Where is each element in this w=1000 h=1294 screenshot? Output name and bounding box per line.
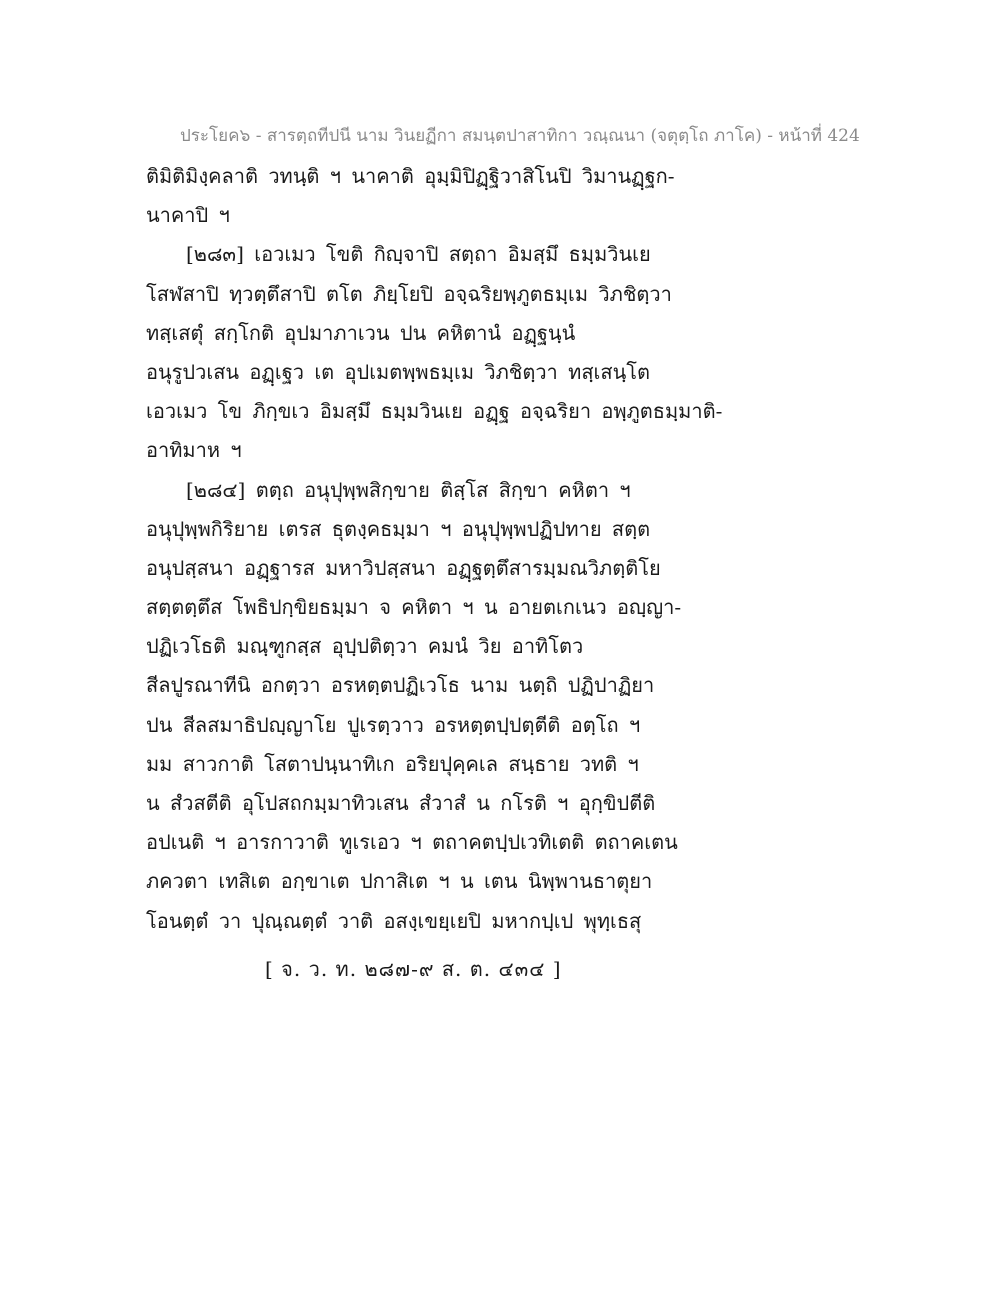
text-line: ติมิติมิงฺคลาติ วทนฺติ ฯ นาคาติ อุมฺมิปิฏฺฐิวาสิโนปิ วิมานฏฺฐก- (146, 164, 675, 188)
text-line: อาทิมาห ฯ (146, 438, 242, 463)
body-text (146, 157, 723, 941)
text-line: อปเนติ ฯ อารกาวาติ ทูเรเอว ฯ ตถาคตปฺปเวทิเตติ ตถาคเตน (146, 830, 678, 855)
text-line: นาคาปิ ฯ (146, 203, 230, 228)
text-line: เอวเมว โข ภิกฺขเว อิมสฺมึ ธมฺมวินเย อฏฺฐ อจฺฉริยา อพฺภูตธมฺมาติ- (146, 399, 723, 424)
text-line: อนุปสฺสนา อฏฺฐารส มหาวิปสฺสนา อฏฺฐตฺตึสารมฺมณวิภตฺติโย (146, 555, 661, 580)
text-line: สีลปูรณาทีนิ อกตฺวา อรหตฺตปฏิเวโธ นาม นตฺถิ ปฏิปาฏิยา (146, 673, 655, 698)
text-line: โสฬสาปิ ทฺวตฺตึสาปิ ตโต ภิยฺโยปิ อจฺฉริยพฺภูตธมฺเม วิภชิตฺวา (146, 281, 672, 306)
text-line: ปน สีลสมาธิปญฺญาโย ปูเรตฺวาว อรหตฺตปฺปตฺตีติ อตฺโถ ฯ (146, 712, 641, 737)
paragraph-start-283: [๒๘๓] เอวเมว โขติ กิญฺจาปิ สตฺถา อิมสฺมึ ธมฺมวินเย (186, 242, 651, 267)
text-line: ทสฺเสตุํ สกฺโกติ อุปมาภาเวน ปน คหิตานํ อฏฺฐนฺนํ (146, 320, 576, 345)
text-line: โอนตฺตํ วา ปุณฺณตฺตํ วาติ อสงฺเขยฺเยปิ มหากปฺเป พุทฺเธสุ (146, 908, 642, 933)
text-line: มม สาวกาติ โสตาปนฺนาทิเก อริยปุคฺคเล สนฺธาย วทติ ฯ (146, 751, 639, 776)
text-line: ปฏิเวโธติ มณฺฑูกสฺส อุปฺปติตฺวา คมนํ วิย อาทิโตว (146, 634, 584, 659)
paragraph-start-284: [๒๘๔] ตตฺถ อนุปุพฺพสิกฺขาย ติสฺโส สิกฺขา คหิตา ฯ (186, 477, 631, 502)
text-line: อนุปุพฺพกิริยาย เตรส ธุตงฺคธมฺมา ฯ อนุปุพฺพปฏิปทาย สตฺต (146, 516, 651, 541)
page-header: ประโยค๖ - สารตฺถทีปนี นาม วินยฏีกา สมนฺตปาสาทิกา วณฺณนา (จตุตฺโถ ภาโค) - หน้าที่ 424 (180, 126, 860, 146)
text-line: น สํวสตีติ อุโปสถกมฺมาทิวเสน สํวาสํ น กโรติ ฯ อุกฺขิปตีติ (146, 791, 656, 815)
text-line: ภควตา เทสิเต อกฺขาเต ปกาสิเต ฯ น เตน นิพฺพานธาตุยา (146, 869, 653, 894)
footer-reference: [ จ. ว. ท. ๒๘๗-๙ ส. ต. ๔๓๔ ] (265, 957, 562, 981)
text-line: อนุรูปวเสน อฏฺเฐว เต อุปเมตพฺพธมฺเม วิภชิตฺวา ทสฺเสนฺโต (146, 359, 650, 384)
text-line: สตฺตตฺตึส โพธิปกฺขิยธมฺมา จ คหิตา ฯ น อายตเกเนว อญฺญา- (146, 595, 682, 620)
